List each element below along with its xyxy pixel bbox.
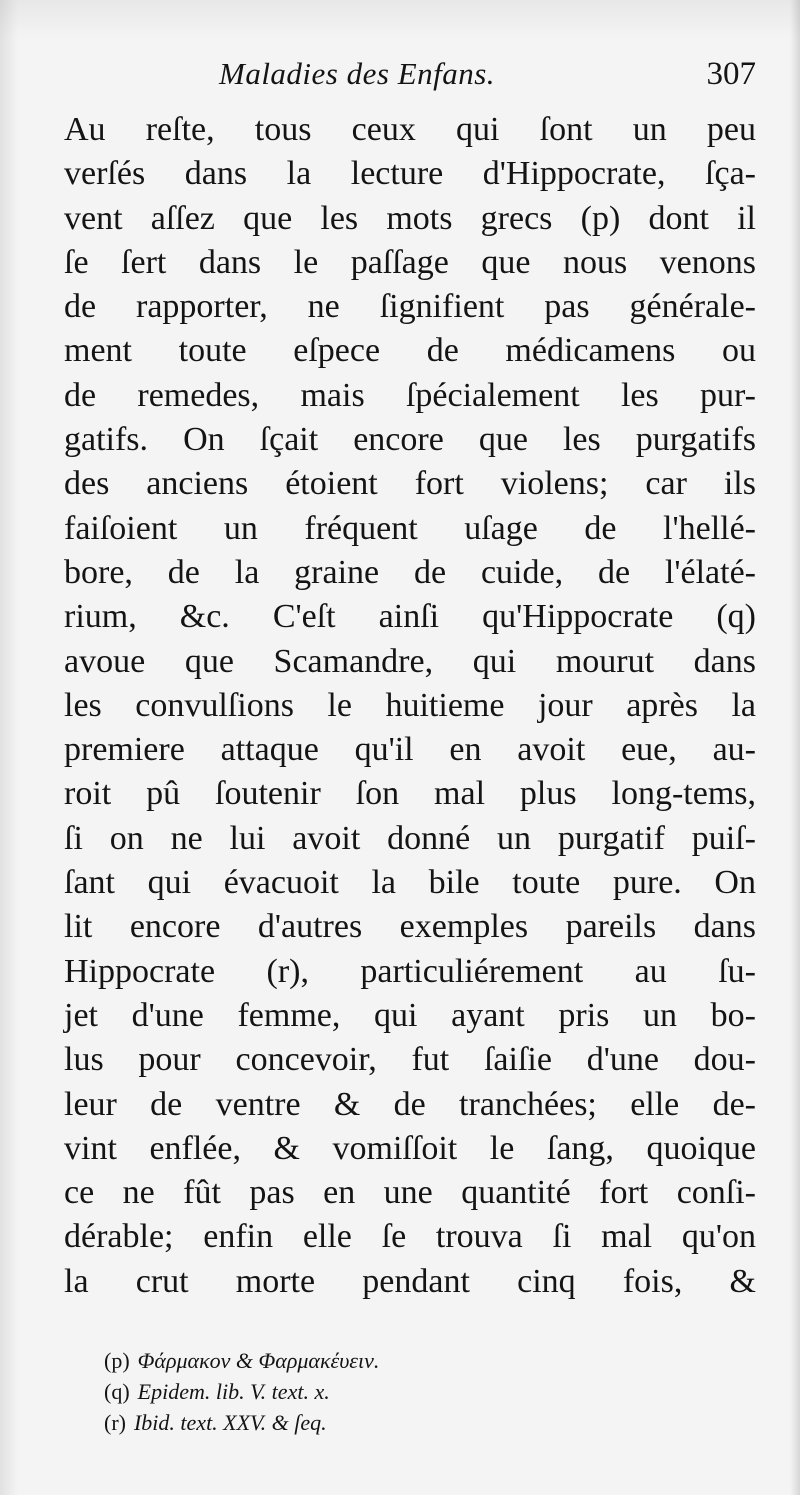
text-line-2: verſés dans la lecture d'Hippocrate, ſça- [64, 155, 756, 193]
text-line-9: des anciens étoient fort violens; car ils [64, 465, 756, 503]
footnote-text: Ibid. text. XXV. & ſeq. [133, 1410, 327, 1435]
text-line-23: leur de ventre & de tranchées; elle de- [64, 1085, 756, 1123]
footnote-q [104, 1376, 379, 1407]
footnote-mark: (q) [104, 1379, 130, 1404]
text-line-20: Hippocrate (r), particuliérement au ſu- [64, 952, 756, 990]
running-title: Maladies des Enfans. [219, 56, 496, 91]
text-line-8: gatifs. On ſçait encore que les purgatifs [64, 421, 756, 459]
footnote-p [104, 1345, 379, 1376]
text-line-22: lus pour concevoir, fut ſaiſie d'une dou- [64, 1041, 756, 1079]
text-line-24: vint enflée, & vomiſſoit le ſang, quoique [64, 1129, 756, 1167]
text-line-17: ſi on ne lui avoit donné un purgatif puiſ- [64, 819, 756, 857]
text-line-27: la crut morte pendant cinq fois, & [64, 1262, 756, 1300]
footnote-text: Epidem. lib. V. text. x. [137, 1379, 330, 1404]
footnotes [104, 1345, 379, 1438]
text-line-11: bore, de la graine de cuide, de l'élaté- [64, 553, 756, 591]
text-line-4: ſe ſert dans le paſſage que nous venons [64, 243, 756, 281]
footnote-r [104, 1407, 379, 1438]
text-line-3: vent aſſez que les mots grecs (p) dont il [64, 199, 756, 237]
text-line-12: rium, &c. C'eſt ainſi qu'Hippocrate (q) [64, 598, 756, 636]
body-text [64, 108, 756, 1304]
text-line-15: premiere attaque qu'il en avoit eue, au- [64, 731, 756, 769]
text-line-21: jet d'une femme, qui ayant pris un bo- [64, 996, 756, 1034]
text-line-16: roit pû ſoutenir ſon mal plus long-tems, [64, 775, 756, 813]
text-line-26: dérable; enfin elle ſe trouva ſi mal qu'on [64, 1218, 756, 1256]
text-line-5: de rapporter, ne ſignifient pas générale- [64, 288, 756, 326]
text-line-7: de remedes, mais ſpécialement les pur- [64, 376, 756, 414]
footnote-mark: (r) [104, 1410, 126, 1435]
text-line-18: ſant qui évacuoit la bile toute pure. On [64, 864, 756, 902]
text-line-25: ce ne fût pas en une quantité fort conſi- [64, 1174, 756, 1212]
text-line-6: ment toute eſpece de médicamens ou [64, 332, 756, 370]
text-line-19: lit encore d'autres exemples pareils dans [64, 908, 756, 946]
page-number: 307 [706, 56, 756, 92]
page-edge-shadow [790, 0, 800, 1495]
running-head [64, 56, 756, 100]
text-line-1: Au reſte, tous ceux qui ſont un peu [64, 111, 756, 148]
footnote-mark: (p) [104, 1348, 130, 1373]
footnote-text: Φάρμακον & Φαρμακέυειν. [137, 1348, 380, 1373]
text-line-10: faiſoient un fréquent uſage de l'hellé- [64, 509, 756, 547]
text-line-14: les convulſions le huitieme jour après la [64, 686, 756, 724]
text-line-13: avoue que Scamandre, qui mourut dans [64, 642, 756, 680]
